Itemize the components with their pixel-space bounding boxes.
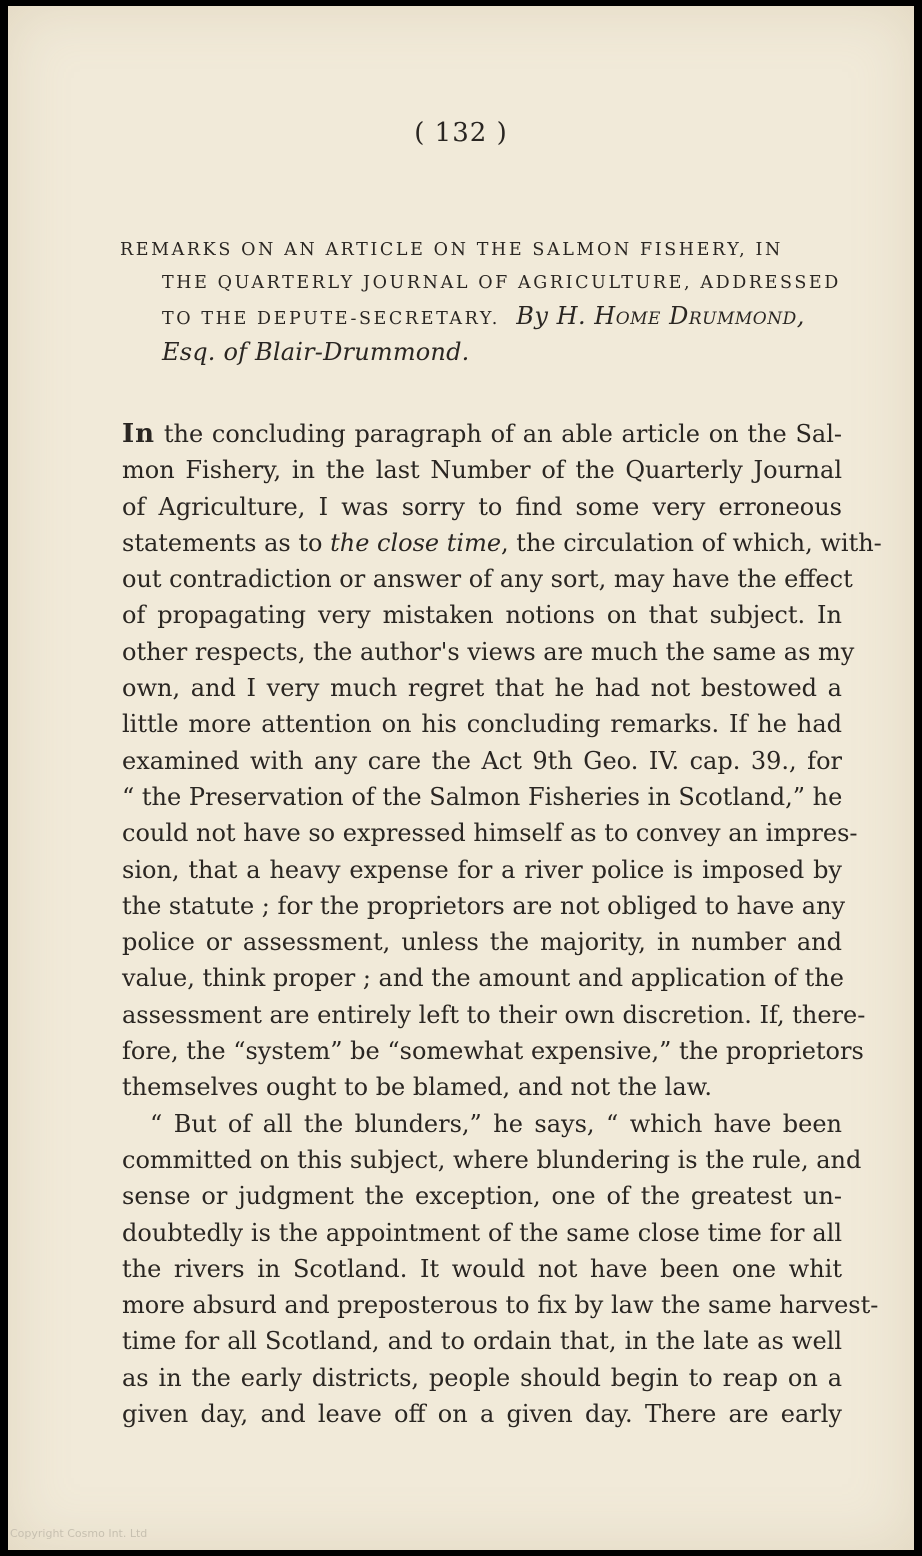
book-page [8, 6, 914, 1550]
body-line: assessment are entirely left to their own discretion. If, there- [122, 1000, 866, 1029]
body-line: of propagating very mistaken notions on that subject. In [122, 601, 842, 630]
body-line: the rivers in Scotland. It would not have been one whit [122, 1254, 842, 1283]
body-line: of Agriculture, I was sorry to find some very erroneous [122, 492, 842, 521]
body-line: In the concluding paragraph of an able article on the Sal- [122, 419, 842, 449]
body-line: “ the Preservation of the Salmon Fisheries in Scotland,” he [122, 782, 843, 811]
body-line: examined with any care the Act 9th Geo. IV. cap. 39., for [122, 746, 842, 775]
article-body [122, 416, 882, 1432]
body-line: little more attention on his concluding remarks. If he had [122, 710, 842, 739]
body-line: statements as to the close time, the circulation of which, with- [122, 528, 882, 557]
body-line: as in the early districts, people should begin to reap on a [122, 1363, 842, 1392]
author-prefix: By H. [516, 302, 595, 330]
author-byline [516, 302, 805, 330]
heading-line-3-caps: TO THE DEPUTE-SECRETARY. [162, 309, 500, 329]
body-line: themselves ought to be blamed, and not the law. [122, 1073, 712, 1102]
page-number: ( 132 ) [414, 118, 508, 148]
article-heading [120, 234, 842, 369]
body-line: police or assessment, unless the majority, in number and [122, 928, 842, 957]
body-line: given day, and leave off on a given day. There are early [122, 1400, 842, 1429]
heading-line-2: THE QUARTERLY JOURNAL OF AGRICULTURE, ADDRESSED [162, 273, 841, 293]
body-line: more absurd and preposterous to fix by law the same harvest- [122, 1291, 879, 1320]
body-line: could not have so expressed himself as to convey an impres- [122, 819, 858, 848]
body-line: mon Fishery, in the last Number of the Quarterly Journal [122, 456, 842, 485]
body-line: sense or judgment the exception, one of the greatest un- [122, 1182, 842, 1211]
body-line: other respects, the author's views are much the same as my [122, 637, 855, 666]
body-line: doubtedly is the appointment of the same close time for all [122, 1218, 842, 1247]
body-line: out contradiction or answer of any sort, may have the effect [122, 565, 853, 594]
body-line: own, and I very much regret that he had not bestowed a [122, 674, 842, 703]
copyright-watermark: Copyright Cosmo Int. Ltd [10, 1527, 148, 1540]
author-name: Home Drummond, [594, 302, 805, 330]
heading-line-4: Esq. of Blair-Drummond. [162, 338, 470, 366]
heading-line-1: REMARKS ON AN ARTICLE ON THE SALMON FISHERY, IN [120, 240, 783, 260]
heading-line-3 [120, 300, 842, 336]
body-line: committed on this subject, where blundering is the rule, and [122, 1145, 862, 1174]
body-line: time for all Scotland, and to ordain that, in the late as well [122, 1327, 842, 1356]
body-line: the statute ; for the proprietors are not obliged to have any [122, 891, 846, 920]
body-line: value, think proper ; and the amount and application of the [122, 964, 844, 993]
italic-phrase: the close time [330, 528, 502, 557]
body-line: fore, the “system” be “somewhat expensive,” the proprietors [122, 1037, 864, 1066]
body-line: “ But of all the blunders,” he says, “ which have been [150, 1109, 842, 1138]
body-line: sion, that a heavy expense for a river police is imposed by [122, 855, 842, 884]
drop-cap: In [122, 419, 156, 449]
